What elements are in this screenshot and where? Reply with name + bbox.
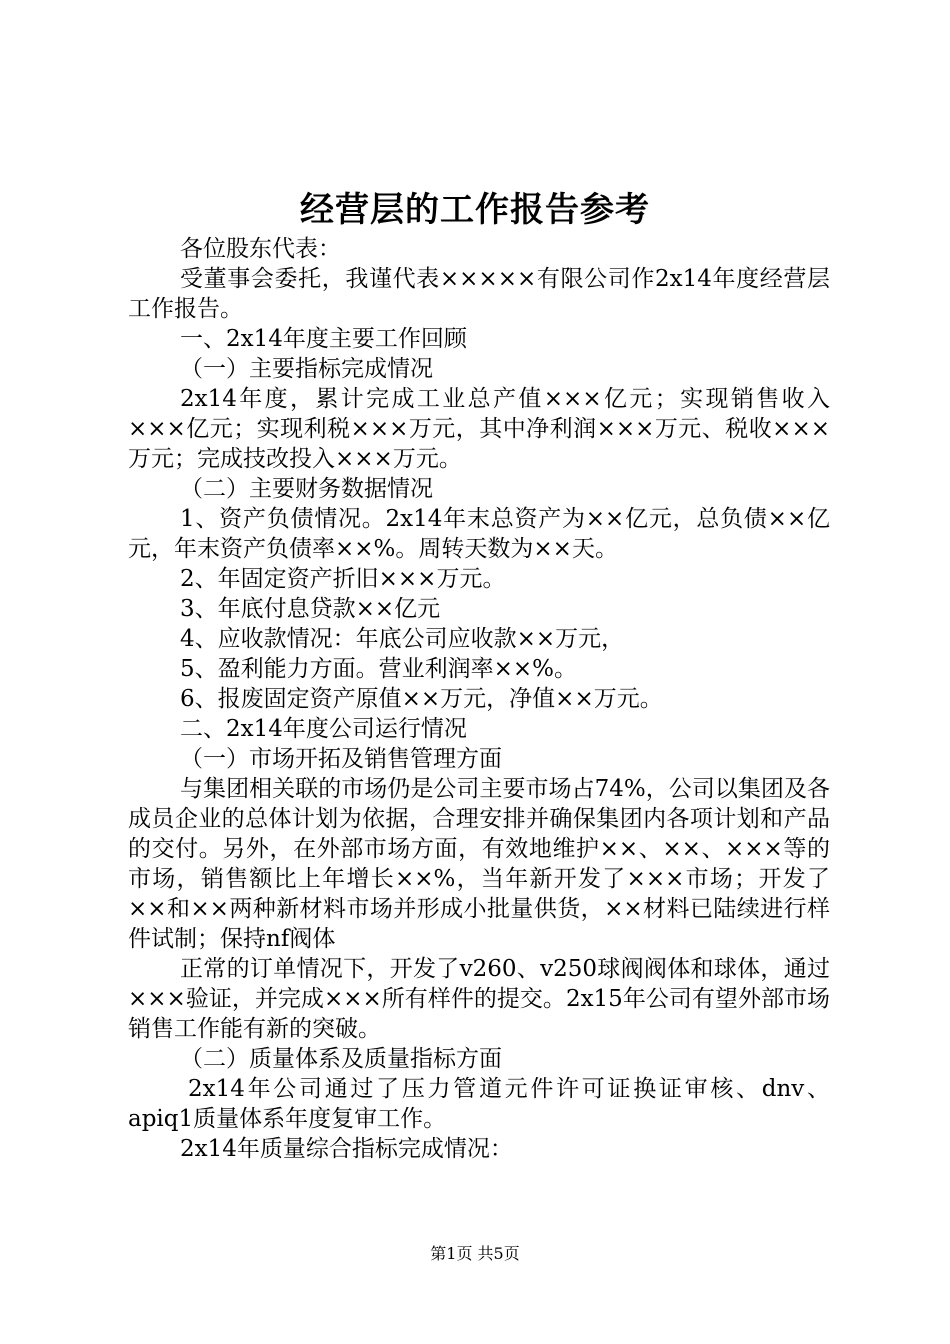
subsection-heading: （二）主要财务数据情况 [180, 476, 433, 502]
paragraph: 受董事会委托，我谨代表×××××有限公司作2x14年度经营层工作报告。 [128, 266, 830, 322]
paragraph: 各位股东代表： [180, 236, 341, 262]
subsection-heading: （一）主要指标完成情况 [180, 356, 433, 382]
subsection-heading: （一）市场开拓及销售管理方面 [180, 746, 502, 772]
page-number-footer: 第1页 共5页 [430, 1244, 520, 1263]
document-body [128, 234, 830, 1164]
list-item: 1、资产负债情况。2x14年末总资产为××亿元，总负债××亿元，年末资产负债率××%。周转天数为××天。 [128, 506, 830, 562]
list-item: 3、年底付息贷款××亿元 [180, 596, 441, 622]
list-item: 2、年固定资产折旧×××万元。 [180, 566, 506, 592]
document-title: 经营层的工作报告参考 [300, 190, 650, 230]
paragraph: 2x14年质量综合指标完成情况： [180, 1136, 513, 1162]
list-item: 4、应收款情况：年底公司应收款××万元， [180, 626, 625, 652]
paragraph: 2x14年度，累计完成工业总产值×××亿元；实现销售收入×××亿元；实现利税×××万元，其中净利润×××万元、税收×××万元；完成技改投入×××万元。 [128, 386, 830, 472]
list-item: 6、报废固定资产原值××万元，净值××万元。 [180, 686, 663, 712]
section-heading: 一、2x14年度主要工作回顾 [180, 326, 467, 352]
section-heading: 二、2x14年度公司运行情况 [180, 716, 467, 742]
paragraph: 正常的订单情况下，开发了v260、v250球阀阀体和球体，通过×××验证，并完成×××所有样件的提交。2x15年公司有望外部市场销售工作能有新的突破。 [128, 956, 830, 1042]
list-item: 5、盈利能力方面。营业利润率××%。 [180, 656, 578, 682]
subsection-heading: （二）质量体系及质量指标方面 [180, 1046, 502, 1072]
paragraph: 与集团相关联的市场仍是公司主要市场占74%，公司以集团及各成员企业的总体计划为依据，合理安排并确保集团内各项计划和产品的交付。另外，在外部市场方面，有效地维护××、××、×××等的市场，销售额比上年增长××%，当年新开发了×××市场；开发了××和××两种新材料市场并形成小批量供货，××材料已陆续进行样件试制；保持nf阀体 [128, 776, 830, 952]
paragraph: 2x14年公司通过了压力管道元件许可证换证审核、dnv、apiq1质量体系年度复审工作。 [128, 1076, 830, 1132]
